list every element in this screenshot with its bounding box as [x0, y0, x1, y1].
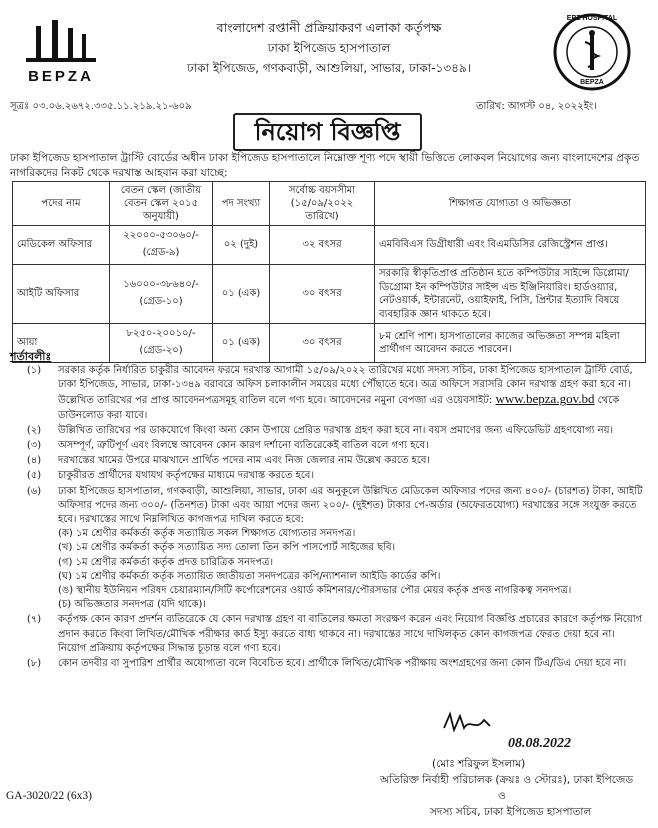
list-item: [10, 454, 646, 468]
signatory-name: (মোঃ শরিফুল ইসলাম): [432, 758, 526, 770]
list-item: [10, 439, 646, 453]
document-item: (ক) ১ম শ্রেণীর কর্মকর্তা কর্তৃক সত্যায়িত সকল শিক্ষাগত যোগ্যতার সনদপত্র।: [58, 528, 356, 540]
document-item: (গ) ১ম শ্রেণীর কর্মকর্তা কর্তৃক প্রদত্ত চারিত্রিক সনদপত্র।: [58, 556, 274, 568]
list-item: [10, 364, 646, 423]
table-row: [13, 265, 646, 324]
condition-text: উল্লিখিত তারিখের পর ডাকযোগে কিংবা অন্য কোন উপায়ে প্রেরিত দরখাস্ত গ্রহণ করা হবে না। বয়স প্রমাণের জন্য এফিডেভিট গ্রহণযোগ্য নয়।: [58, 424, 614, 436]
notice-date: তারিখ: আগস্ট ০৪, ২০২২ইং।: [476, 101, 597, 112]
signature-date: 08.08.2022: [508, 736, 571, 751]
conditions-heading: শর্তাবলীঃ: [10, 350, 52, 363]
row-scale: [110, 265, 213, 324]
row-qualification: সরকারি স্বীকৃতিপ্রাপ্ত প্রতিষ্ঠান হতে কম্পিউটার সাইন্সে ডিপ্লোমা/ডিগ্রোমা ইন কম্পিউটার সাইন্স এন্ড ইঞ্জিনিয়ারিং। হার্ডওয়্যার, নেটওয়ার্ক, ইন্টারনেট, ওয়াইফাই, পিসি, প্রিন্টার ইত্যাদি বিষয়ে ব্যবহারিক জ্ঞান থাকতে হবে।: [375, 265, 646, 324]
condition-text: [58, 364, 646, 423]
row-grade: (গ্রেড-৯): [142, 247, 180, 258]
document-item: (চ) অভিজ্ঞতার সনদপত্র (যদি থাকে)।: [58, 599, 206, 611]
condition-text: অসম্পূর্ণ, ত্রুটিপূর্ণ এবং বিলম্বে আবেদন কোন কারণ দর্শানো ব্যতিরেকেই বাতিল বলে গণ্য হবে।: [58, 440, 429, 452]
condition-number: (৩): [26, 440, 42, 452]
row-age: ৩২ বৎসর: [270, 226, 375, 265]
condition-text: দরখাস্তের খামের উপরে মাঝখানে প্রার্থিত পদের নাম এবং নিজ জেলার নাম উল্লেখ করতে হবে।: [58, 455, 430, 467]
signatory-designation: অতিরিক্ত নির্বাহী পরিচালক (ক্রয়ঃ ও স্টোরঃ), ঢাকা ইপিজেড: [380, 774, 634, 786]
document-item: (ঙ) স্থানীয় ইউনিয়ন পরিষদ চেয়ারম্যান/সিটি কর্পোরেশনের ওয়ার্ড কমিশনার/পৌরসভার পৌর মেয়র কর্তৃক প্রদত্ত নাগরিকত্ব সনদপত্র।: [58, 585, 572, 597]
list-item: [10, 657, 646, 671]
row-count: ০২ (দুই): [213, 226, 270, 265]
row-grade: (গ্রেড-২০): [139, 345, 183, 356]
row-post: আয়া: [13, 324, 110, 363]
bepza-logo-text: BEPZA: [28, 68, 94, 85]
col-qualification: শিক্ষাগত যোগ্যতা ও অভিজ্ঞতা: [375, 182, 646, 226]
hospital-name: ঢাকা ইপিজেড হাসপাতাল: [267, 41, 391, 55]
row-post: মেডিকেল অফিসার: [13, 226, 110, 265]
table-row: [13, 324, 646, 363]
condition-number: (৫): [26, 470, 42, 482]
col-age: সর্বোচ্চ বয়সসীমা (১৫/০৯/২০২২ তারিখে): [270, 182, 375, 226]
conditions-list: [10, 364, 646, 672]
row-qualification: এমবিবিএস ডিগ্রীধারী এবং বিএমডিসির রেজিস্ট্রেশন প্রাপ্ত।: [375, 226, 646, 265]
list-item: [10, 485, 646, 613]
row-grade: (গ্রেড-১০): [139, 296, 183, 307]
signatory-and: ও: [498, 790, 506, 802]
condition-1-tail: থেকে ডাউনলোড করা যাবে।: [58, 395, 620, 421]
list-item: [10, 424, 646, 438]
table-row: [13, 226, 646, 265]
condition-1-text: সরকার কর্তৃক নির্ধারিত চাকুরীর আবেদন ফরমে দরখাস্ত আগামী ১৫/০৯/২০২২ তারিখের মধ্যে সদস্য সচিব, ঢাকা ইপিজেড হাসপাতাল ট্রাস্টি বোর্ড, ঢাকা ইপিজেড, সাভার, ঢাকা-১৩৪৯ বরাবরে অফিস চলাকালীন সময়ের মধ্যে পৌঁছাতে হবে। অত্র অফিসে সরাসরি কোন দরখাস্ত গ্রহণ করা হবে না। উল্লেখিত তারিখের পর প্রাপ্ত আবেদনপত্রসমূহ বাতিল বলে গণ্য হবে। আবেদনের নমুনা বেপজা এর ওয়েবসাইট:: [58, 365, 633, 407]
row-age: ৩০ বৎসর: [270, 324, 375, 363]
condition-number: (৬): [26, 485, 42, 497]
org-name: বাংলাদেশ রপ্তানী প্রক্রিয়াকরণ এলাকা কর্তৃপক্ষ: [216, 20, 442, 35]
condition-number: (৪): [26, 455, 42, 467]
condition-text: কর্তৃপক্ষ কোন কারণ প্রদর্শন ব্যতিরেকে যে কোন দরখাস্ত গ্রহণ বা বাতিলের ক্ষমতা সংরক্ষণ করেন এবং নিয়োগ বিজ্ঞপ্তি প্রচারের কারণে কর্তৃপক্ষ নিয়োগ প্রদান করতে কিংবা লিখিত/মৌখিক পরীক্ষার কার্ড ইস্যু করতে বাধ্য থাকবে না। দরখাস্তের সাথে দাখিলকৃত কোন কাগজপত্র ফেরত দেয়া হবে না। নিয়োগ প্রক্রিয়ায় কর্তৃপক্ষের সিদ্ধান্ত চূড়ান্ত বলে গণ্য হবে।: [58, 614, 643, 654]
list-item: [10, 469, 646, 483]
ad-code: GA-3020/22 (6x3): [6, 790, 92, 802]
condition-text: [58, 485, 646, 613]
document-item: (ঘ) ১ম শ্রেণীর কর্মকর্তা কর্তৃক সত্যায়িত জাতীয়তা সনদপত্রের কপি/ন্যাশনাল আইডি কার্ডের কপি।: [58, 570, 441, 582]
condition-number: (১): [26, 365, 42, 376]
seal-top-text: EPZ HOSPITAL: [566, 15, 618, 22]
memo-number: সূত্রঃ ০৩.০৬.২৬৭২.৩৩৫.১১.২১৯.২১-৬০৯: [10, 101, 192, 112]
page-title: নিয়োগ বিজ্ঞপ্তি: [233, 113, 422, 151]
row-count: ০১ (এক): [213, 324, 270, 363]
condition-number: (৭): [26, 614, 42, 626]
row-age: ৩০ বৎসর: [270, 265, 375, 324]
signature-scribble-icon: [440, 708, 530, 736]
list-item: [10, 613, 646, 656]
hospital-address: ঢাকা ইপিজেড, গণকবাড়ী, আশুলিয়া, সাভার, ঢাকা-১৩৪৯।: [187, 61, 471, 75]
row-post: আইটি অফিসার: [13, 265, 110, 324]
condition-number: (২): [26, 424, 42, 436]
col-count: পদ সংখ্যা: [213, 182, 270, 226]
col-scale: বেতন স্কেল (জাতীয় বেতন স্কেল ২০১৫ অনুযায়ী): [110, 182, 213, 226]
row-scale-value: ৮২৫০-২০০১০/-: [126, 328, 196, 339]
condition-number: (৮): [26, 658, 42, 670]
document-item: (খ) ১ম শ্রেণীর কর্মকর্তা কর্তৃক সত্যায়িত সদ্য তোলা তিন কপি পাসপোর্ট সাইজের ছবি।: [58, 542, 396, 554]
row-scale-value: ১৬০০০-৩৮৬৪০/-: [123, 279, 199, 290]
condition-6-text: ঢাকা ইপিজেড হাসপাতাল, গণকবাড়ী, আশুলিয়া, সাভার, ঢাকা এর অনুকূলে উল্লিখিত মেডিকেল অফিসার পদের জন্য ৪০০/- (চারশত) টাকা, আইটি অফিসার পদের জন্য ৩০০/- (তিনশত) টাকা এবং আয়া পদের জন্য ২০০/- (দুইশত) টাকার পে-অর্ডার (অফেরতযোগ্য) দরখাস্তের সঙ্গে সংযুক্ত করতে হবে। দরখাস্তের সাথে নিম্নলিখিত কাগজপত্র দাখিল করতে হবে:: [58, 485, 643, 526]
condition-text: চাকুরীরত প্রার্থীদের যথাযথ কর্তৃপক্ষের মাধ্যমে দরখাস্ত করতে হবে।: [58, 470, 315, 482]
col-post: পদের নাম: [13, 182, 110, 226]
row-scale-value: ২২০০০-৫৩০৬০/-: [123, 230, 199, 241]
table-header-row: [13, 182, 646, 226]
row-scale: [110, 324, 213, 363]
condition-text: কোন তদবীর বা সুপারিশ প্রার্থীর অযোগ্যতা বলে বিবেচিত হবে। প্রার্থীকে লিখিত/মৌখিক পরীক্ষায় অংশগ্রহণের জন্য কোন টিএ/ডিএ দেয়া হবে না।: [58, 658, 627, 670]
posts-table: [12, 181, 646, 363]
signature: [440, 708, 530, 736]
website-link[interactable]: www.bepza.gov.bd: [495, 391, 595, 407]
intro-paragraph: ঢাকা ইপিজেড হাসপাতাল ট্রাস্টি বোর্ডের অধীন ঢাকা ইপিজেড হাসপাতালে নিম্নোক্ত শূণ্য পদে স্থায়ী ভিত্তিতে লোকবল নিয়োগের জন্য বাংলাদেশের প্রকৃত নাগরিকদের নিকট থেকে দরখাস্ত আহবান করা যাচ্ছে:: [10, 152, 640, 179]
row-count: ০১ (এক): [213, 265, 270, 324]
row-scale: [110, 226, 213, 265]
row-qualification: ৮ম শ্রেণি পাশ। হাসপাতালের কাজের অভিজ্ঞতা সম্পন্ন মহিলা প্রার্থীগণ আবেদন করতে পারবেন।: [375, 324, 646, 363]
seal-bottom-text: BEPZA: [580, 79, 604, 86]
signatory-designation-2: সদস্য সচিব, ঢাকা ইপিজেড হাসপাতাল: [430, 806, 592, 818]
